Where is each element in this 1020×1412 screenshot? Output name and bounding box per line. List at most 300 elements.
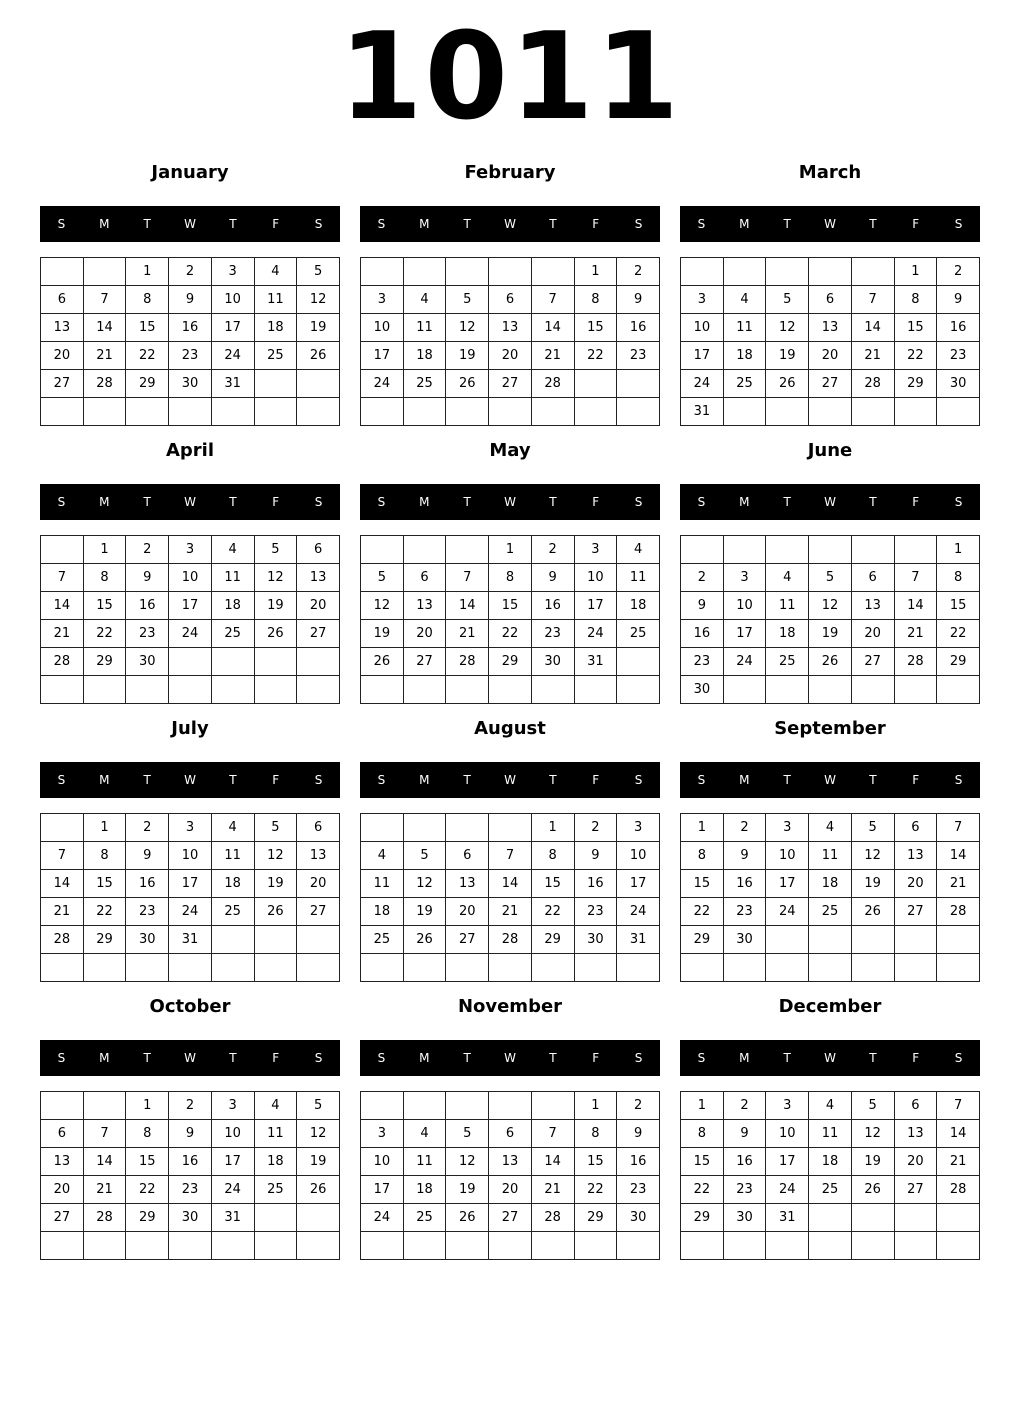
day-cell bbox=[254, 926, 297, 954]
day-cell: 22 bbox=[574, 1176, 617, 1204]
day-cell: 26 bbox=[254, 620, 297, 648]
day-cell: 3 bbox=[766, 1092, 809, 1120]
day-cell: 20 bbox=[809, 342, 852, 370]
day-cell: 18 bbox=[403, 1176, 446, 1204]
day-cell: 7 bbox=[894, 564, 937, 592]
day-cell: 1 bbox=[83, 814, 126, 842]
weekday-label: W bbox=[824, 495, 836, 509]
week-row bbox=[361, 564, 660, 592]
day-cell: 9 bbox=[531, 564, 574, 592]
day-cell: 3 bbox=[681, 286, 724, 314]
week-row bbox=[361, 620, 660, 648]
day-cell: 1 bbox=[126, 258, 169, 286]
day-cell: 25 bbox=[766, 648, 809, 676]
day-cell: 11 bbox=[211, 842, 254, 870]
day-cell: 1 bbox=[937, 536, 980, 564]
day-cell bbox=[83, 398, 126, 426]
day-cell: 15 bbox=[531, 870, 574, 898]
week-row bbox=[361, 898, 660, 926]
day-cell: 12 bbox=[766, 314, 809, 342]
weekday-label: M bbox=[739, 495, 750, 509]
week-row bbox=[41, 1204, 340, 1232]
day-cell: 18 bbox=[211, 870, 254, 898]
week-row bbox=[41, 1092, 340, 1120]
weekday-label: M bbox=[99, 495, 110, 509]
day-cell bbox=[809, 536, 852, 564]
day-cell bbox=[41, 814, 84, 842]
week-row bbox=[361, 398, 660, 426]
day-cell: 24 bbox=[766, 1176, 809, 1204]
week-row bbox=[361, 536, 660, 564]
day-cell: 12 bbox=[851, 1120, 894, 1148]
week-row bbox=[681, 648, 980, 676]
day-cell: 28 bbox=[851, 370, 894, 398]
weekday-label: T bbox=[463, 1051, 471, 1065]
day-cell: 18 bbox=[723, 342, 766, 370]
weekday-label: M bbox=[419, 217, 430, 231]
day-cell bbox=[766, 676, 809, 704]
day-cell: 18 bbox=[211, 592, 254, 620]
day-cell: 27 bbox=[403, 648, 446, 676]
weekday-label: F bbox=[272, 1051, 280, 1065]
day-cell bbox=[489, 814, 532, 842]
weekday-header bbox=[40, 484, 340, 520]
weekday-label: S bbox=[954, 217, 963, 231]
weekday-label: W bbox=[184, 495, 196, 509]
weekday-label: M bbox=[99, 217, 110, 231]
day-cell bbox=[809, 1232, 852, 1260]
weekday-label: S bbox=[634, 1051, 643, 1065]
weekday-label: F bbox=[912, 1051, 920, 1065]
day-cell: 15 bbox=[937, 592, 980, 620]
day-cell: 31 bbox=[211, 370, 254, 398]
weekday-label: T bbox=[229, 1051, 237, 1065]
week-row bbox=[681, 258, 980, 286]
day-cell: 9 bbox=[723, 842, 766, 870]
day-cell bbox=[937, 398, 980, 426]
weekday-label: S bbox=[377, 217, 386, 231]
day-cell bbox=[297, 1204, 340, 1232]
day-cell: 5 bbox=[446, 1120, 489, 1148]
day-cell bbox=[723, 954, 766, 982]
day-cell: 18 bbox=[254, 314, 297, 342]
weekday-header bbox=[360, 762, 660, 798]
day-cell bbox=[297, 648, 340, 676]
week-row bbox=[41, 676, 340, 704]
day-cell: 10 bbox=[766, 1120, 809, 1148]
day-cell: 8 bbox=[574, 286, 617, 314]
day-cell bbox=[211, 648, 254, 676]
day-cell: 18 bbox=[403, 342, 446, 370]
weekday-label: T bbox=[229, 217, 237, 231]
day-cell: 8 bbox=[126, 1120, 169, 1148]
day-cell: 19 bbox=[403, 898, 446, 926]
day-cell bbox=[809, 258, 852, 286]
day-cell: 20 bbox=[894, 870, 937, 898]
weekday-label: W bbox=[184, 1051, 196, 1065]
day-cell: 16 bbox=[723, 870, 766, 898]
day-cell bbox=[297, 676, 340, 704]
week-row bbox=[41, 814, 340, 842]
day-cell: 30 bbox=[574, 926, 617, 954]
day-cell: 21 bbox=[83, 1176, 126, 1204]
month-name: December bbox=[778, 996, 882, 1017]
day-cell: 13 bbox=[489, 314, 532, 342]
week-row bbox=[681, 1232, 980, 1260]
day-cell: 6 bbox=[446, 842, 489, 870]
day-cell: 12 bbox=[403, 870, 446, 898]
weekday-label: T bbox=[229, 773, 237, 787]
day-cell: 24 bbox=[211, 1176, 254, 1204]
day-cell bbox=[41, 258, 84, 286]
day-cell: 29 bbox=[83, 926, 126, 954]
day-cell bbox=[83, 1232, 126, 1260]
day-cell: 8 bbox=[83, 564, 126, 592]
day-cell: 7 bbox=[41, 564, 84, 592]
day-cell: 22 bbox=[126, 342, 169, 370]
weekday-header bbox=[680, 206, 980, 242]
day-cell: 23 bbox=[169, 342, 212, 370]
week-row bbox=[41, 1148, 340, 1176]
weekday-label: T bbox=[143, 495, 151, 509]
weekday-label: S bbox=[697, 773, 706, 787]
weekday-label: S bbox=[57, 495, 66, 509]
day-cell: 20 bbox=[41, 342, 84, 370]
day-cell bbox=[254, 648, 297, 676]
week-row bbox=[681, 1176, 980, 1204]
day-cell: 14 bbox=[531, 1148, 574, 1176]
day-cell bbox=[894, 398, 937, 426]
weekday-label: T bbox=[229, 495, 237, 509]
day-cell: 25 bbox=[809, 1176, 852, 1204]
day-cell: 12 bbox=[809, 592, 852, 620]
day-cell bbox=[446, 954, 489, 982]
weekday-label: S bbox=[634, 217, 643, 231]
weekday-label: F bbox=[272, 217, 280, 231]
day-cell: 20 bbox=[489, 1176, 532, 1204]
day-cell: 28 bbox=[531, 370, 574, 398]
day-cell: 15 bbox=[574, 1148, 617, 1176]
week-row bbox=[361, 1232, 660, 1260]
day-cell: 23 bbox=[126, 898, 169, 926]
day-cell bbox=[211, 954, 254, 982]
day-cell: 22 bbox=[83, 620, 126, 648]
week-row bbox=[361, 370, 660, 398]
day-cell: 5 bbox=[403, 842, 446, 870]
day-cell: 6 bbox=[489, 286, 532, 314]
day-cell: 16 bbox=[126, 592, 169, 620]
weekday-label: W bbox=[504, 773, 516, 787]
day-cell: 23 bbox=[723, 898, 766, 926]
day-cell: 8 bbox=[681, 842, 724, 870]
day-cell bbox=[297, 954, 340, 982]
weekday-label: W bbox=[184, 217, 196, 231]
day-cell bbox=[169, 648, 212, 676]
day-cell: 30 bbox=[126, 648, 169, 676]
day-cell: 1 bbox=[681, 814, 724, 842]
weekday-label: S bbox=[377, 495, 386, 509]
week-row bbox=[361, 592, 660, 620]
day-cell: 8 bbox=[126, 286, 169, 314]
weekday-header bbox=[40, 206, 340, 242]
day-cell: 17 bbox=[169, 870, 212, 898]
week-row bbox=[41, 1232, 340, 1260]
day-cell: 27 bbox=[446, 926, 489, 954]
weekday-label: T bbox=[783, 495, 791, 509]
day-cell: 9 bbox=[617, 1120, 660, 1148]
day-cell bbox=[809, 1204, 852, 1232]
day-cell: 17 bbox=[617, 870, 660, 898]
day-cell: 24 bbox=[617, 898, 660, 926]
week-row bbox=[681, 564, 980, 592]
day-cell: 20 bbox=[894, 1148, 937, 1176]
day-cell: 22 bbox=[681, 898, 724, 926]
day-cell: 11 bbox=[766, 592, 809, 620]
day-cell bbox=[211, 926, 254, 954]
day-cell: 13 bbox=[297, 842, 340, 870]
week-row bbox=[41, 620, 340, 648]
day-cell: 26 bbox=[809, 648, 852, 676]
day-cell bbox=[489, 258, 532, 286]
day-cell bbox=[574, 954, 617, 982]
day-cell bbox=[361, 398, 404, 426]
day-cell bbox=[126, 954, 169, 982]
weekday-label: S bbox=[697, 217, 706, 231]
day-cell: 22 bbox=[126, 1176, 169, 1204]
day-cell: 6 bbox=[851, 564, 894, 592]
day-cell: 15 bbox=[681, 1148, 724, 1176]
day-cell bbox=[937, 676, 980, 704]
weekday-label: S bbox=[954, 495, 963, 509]
weekday-label: S bbox=[377, 773, 386, 787]
day-cell bbox=[403, 1092, 446, 1120]
week-row bbox=[681, 814, 980, 842]
week-row bbox=[41, 342, 340, 370]
day-cell: 5 bbox=[851, 1092, 894, 1120]
day-cell: 19 bbox=[809, 620, 852, 648]
day-cell bbox=[851, 926, 894, 954]
week-row bbox=[361, 842, 660, 870]
day-cell bbox=[403, 258, 446, 286]
day-cell: 24 bbox=[169, 898, 212, 926]
day-cell: 31 bbox=[617, 926, 660, 954]
weekday-label: M bbox=[739, 1051, 750, 1065]
day-cell: 31 bbox=[766, 1204, 809, 1232]
day-cell: 30 bbox=[681, 676, 724, 704]
weekday-label: F bbox=[592, 1051, 600, 1065]
day-cell: 12 bbox=[446, 314, 489, 342]
week-row bbox=[41, 926, 340, 954]
day-cell: 2 bbox=[723, 814, 766, 842]
day-cell: 27 bbox=[489, 1204, 532, 1232]
week-row bbox=[681, 1204, 980, 1232]
day-cell bbox=[41, 954, 84, 982]
week-row bbox=[41, 314, 340, 342]
day-cell: 14 bbox=[446, 592, 489, 620]
day-cell: 22 bbox=[489, 620, 532, 648]
weekday-label: T bbox=[783, 773, 791, 787]
day-cell: 9 bbox=[126, 564, 169, 592]
day-cell: 23 bbox=[617, 342, 660, 370]
day-cell bbox=[41, 1092, 84, 1120]
weekday-label: M bbox=[739, 773, 750, 787]
day-cell: 24 bbox=[681, 370, 724, 398]
day-cell: 9 bbox=[937, 286, 980, 314]
day-cell bbox=[617, 398, 660, 426]
day-cell: 17 bbox=[723, 620, 766, 648]
days-grid bbox=[360, 257, 660, 426]
day-cell: 27 bbox=[297, 620, 340, 648]
day-cell: 10 bbox=[211, 1120, 254, 1148]
day-cell bbox=[681, 536, 724, 564]
day-cell: 20 bbox=[446, 898, 489, 926]
day-cell: 9 bbox=[723, 1120, 766, 1148]
day-cell: 23 bbox=[617, 1176, 660, 1204]
weekday-label: T bbox=[463, 495, 471, 509]
day-cell: 29 bbox=[937, 648, 980, 676]
weekday-label: T bbox=[549, 1051, 557, 1065]
week-row bbox=[681, 954, 980, 982]
day-cell: 10 bbox=[723, 592, 766, 620]
weekday-label: S bbox=[57, 1051, 66, 1065]
day-cell bbox=[894, 676, 937, 704]
day-cell: 21 bbox=[446, 620, 489, 648]
weekday-label: T bbox=[869, 773, 877, 787]
day-cell: 22 bbox=[531, 898, 574, 926]
day-cell: 25 bbox=[211, 898, 254, 926]
day-cell: 19 bbox=[851, 870, 894, 898]
day-cell: 3 bbox=[766, 814, 809, 842]
day-cell: 25 bbox=[403, 1204, 446, 1232]
day-cell bbox=[723, 258, 766, 286]
day-cell: 28 bbox=[894, 648, 937, 676]
day-cell bbox=[894, 954, 937, 982]
day-cell bbox=[254, 1232, 297, 1260]
day-cell: 14 bbox=[894, 592, 937, 620]
week-row bbox=[681, 1092, 980, 1120]
day-cell: 16 bbox=[574, 870, 617, 898]
day-cell: 16 bbox=[169, 314, 212, 342]
day-cell: 2 bbox=[574, 814, 617, 842]
day-cell bbox=[851, 536, 894, 564]
day-cell bbox=[851, 258, 894, 286]
weekday-label: T bbox=[549, 495, 557, 509]
day-cell: 19 bbox=[297, 314, 340, 342]
day-cell bbox=[574, 1232, 617, 1260]
day-cell: 31 bbox=[574, 648, 617, 676]
day-cell: 5 bbox=[297, 258, 340, 286]
day-cell bbox=[126, 398, 169, 426]
weekday-label: S bbox=[314, 495, 323, 509]
day-cell: 15 bbox=[126, 314, 169, 342]
day-cell: 29 bbox=[83, 648, 126, 676]
month-name: February bbox=[464, 162, 556, 183]
day-cell: 13 bbox=[489, 1148, 532, 1176]
day-cell: 20 bbox=[489, 342, 532, 370]
day-cell bbox=[489, 1232, 532, 1260]
day-cell: 5 bbox=[809, 564, 852, 592]
weekday-label: F bbox=[592, 495, 600, 509]
weekday-header bbox=[360, 484, 660, 520]
day-cell bbox=[681, 954, 724, 982]
day-cell: 3 bbox=[361, 286, 404, 314]
day-cell bbox=[723, 536, 766, 564]
day-cell: 4 bbox=[403, 1120, 446, 1148]
day-cell: 13 bbox=[851, 592, 894, 620]
week-row bbox=[41, 258, 340, 286]
day-cell bbox=[446, 1232, 489, 1260]
day-cell: 19 bbox=[851, 1148, 894, 1176]
day-cell bbox=[83, 1092, 126, 1120]
day-cell: 25 bbox=[403, 370, 446, 398]
day-cell: 22 bbox=[681, 1176, 724, 1204]
day-cell: 4 bbox=[403, 286, 446, 314]
day-cell bbox=[361, 676, 404, 704]
day-cell bbox=[894, 926, 937, 954]
day-cell: 19 bbox=[297, 1148, 340, 1176]
week-row bbox=[681, 1120, 980, 1148]
week-row bbox=[41, 536, 340, 564]
year-title: 1011 bbox=[339, 8, 681, 147]
day-cell: 2 bbox=[937, 258, 980, 286]
day-cell: 23 bbox=[169, 1176, 212, 1204]
day-cell bbox=[297, 926, 340, 954]
day-cell: 21 bbox=[489, 898, 532, 926]
day-cell: 5 bbox=[254, 814, 297, 842]
weekday-label: T bbox=[549, 217, 557, 231]
day-cell: 13 bbox=[809, 314, 852, 342]
day-cell: 3 bbox=[574, 536, 617, 564]
day-cell: 6 bbox=[894, 814, 937, 842]
day-cell: 26 bbox=[851, 1176, 894, 1204]
day-cell bbox=[531, 398, 574, 426]
day-cell: 6 bbox=[297, 814, 340, 842]
day-cell bbox=[83, 954, 126, 982]
day-cell: 21 bbox=[894, 620, 937, 648]
day-cell: 28 bbox=[937, 1176, 980, 1204]
day-cell: 8 bbox=[681, 1120, 724, 1148]
day-cell: 16 bbox=[681, 620, 724, 648]
day-cell bbox=[894, 1204, 937, 1232]
days-grid bbox=[680, 535, 980, 704]
week-row bbox=[361, 286, 660, 314]
week-row bbox=[361, 1148, 660, 1176]
day-cell bbox=[766, 258, 809, 286]
day-cell: 15 bbox=[894, 314, 937, 342]
day-cell: 19 bbox=[446, 342, 489, 370]
day-cell: 3 bbox=[169, 814, 212, 842]
day-cell: 31 bbox=[681, 398, 724, 426]
day-cell bbox=[766, 398, 809, 426]
day-cell: 26 bbox=[361, 648, 404, 676]
day-cell bbox=[617, 370, 660, 398]
day-cell: 3 bbox=[169, 536, 212, 564]
day-cell: 7 bbox=[83, 286, 126, 314]
day-cell: 30 bbox=[617, 1204, 660, 1232]
day-cell bbox=[403, 398, 446, 426]
day-cell: 15 bbox=[681, 870, 724, 898]
day-cell: 11 bbox=[403, 1148, 446, 1176]
day-cell: 20 bbox=[851, 620, 894, 648]
weekday-header bbox=[680, 484, 980, 520]
day-cell: 6 bbox=[41, 1120, 84, 1148]
day-cell bbox=[531, 258, 574, 286]
days-grid bbox=[40, 535, 340, 704]
day-cell bbox=[851, 676, 894, 704]
day-cell: 2 bbox=[169, 258, 212, 286]
day-cell: 7 bbox=[446, 564, 489, 592]
day-cell: 6 bbox=[403, 564, 446, 592]
